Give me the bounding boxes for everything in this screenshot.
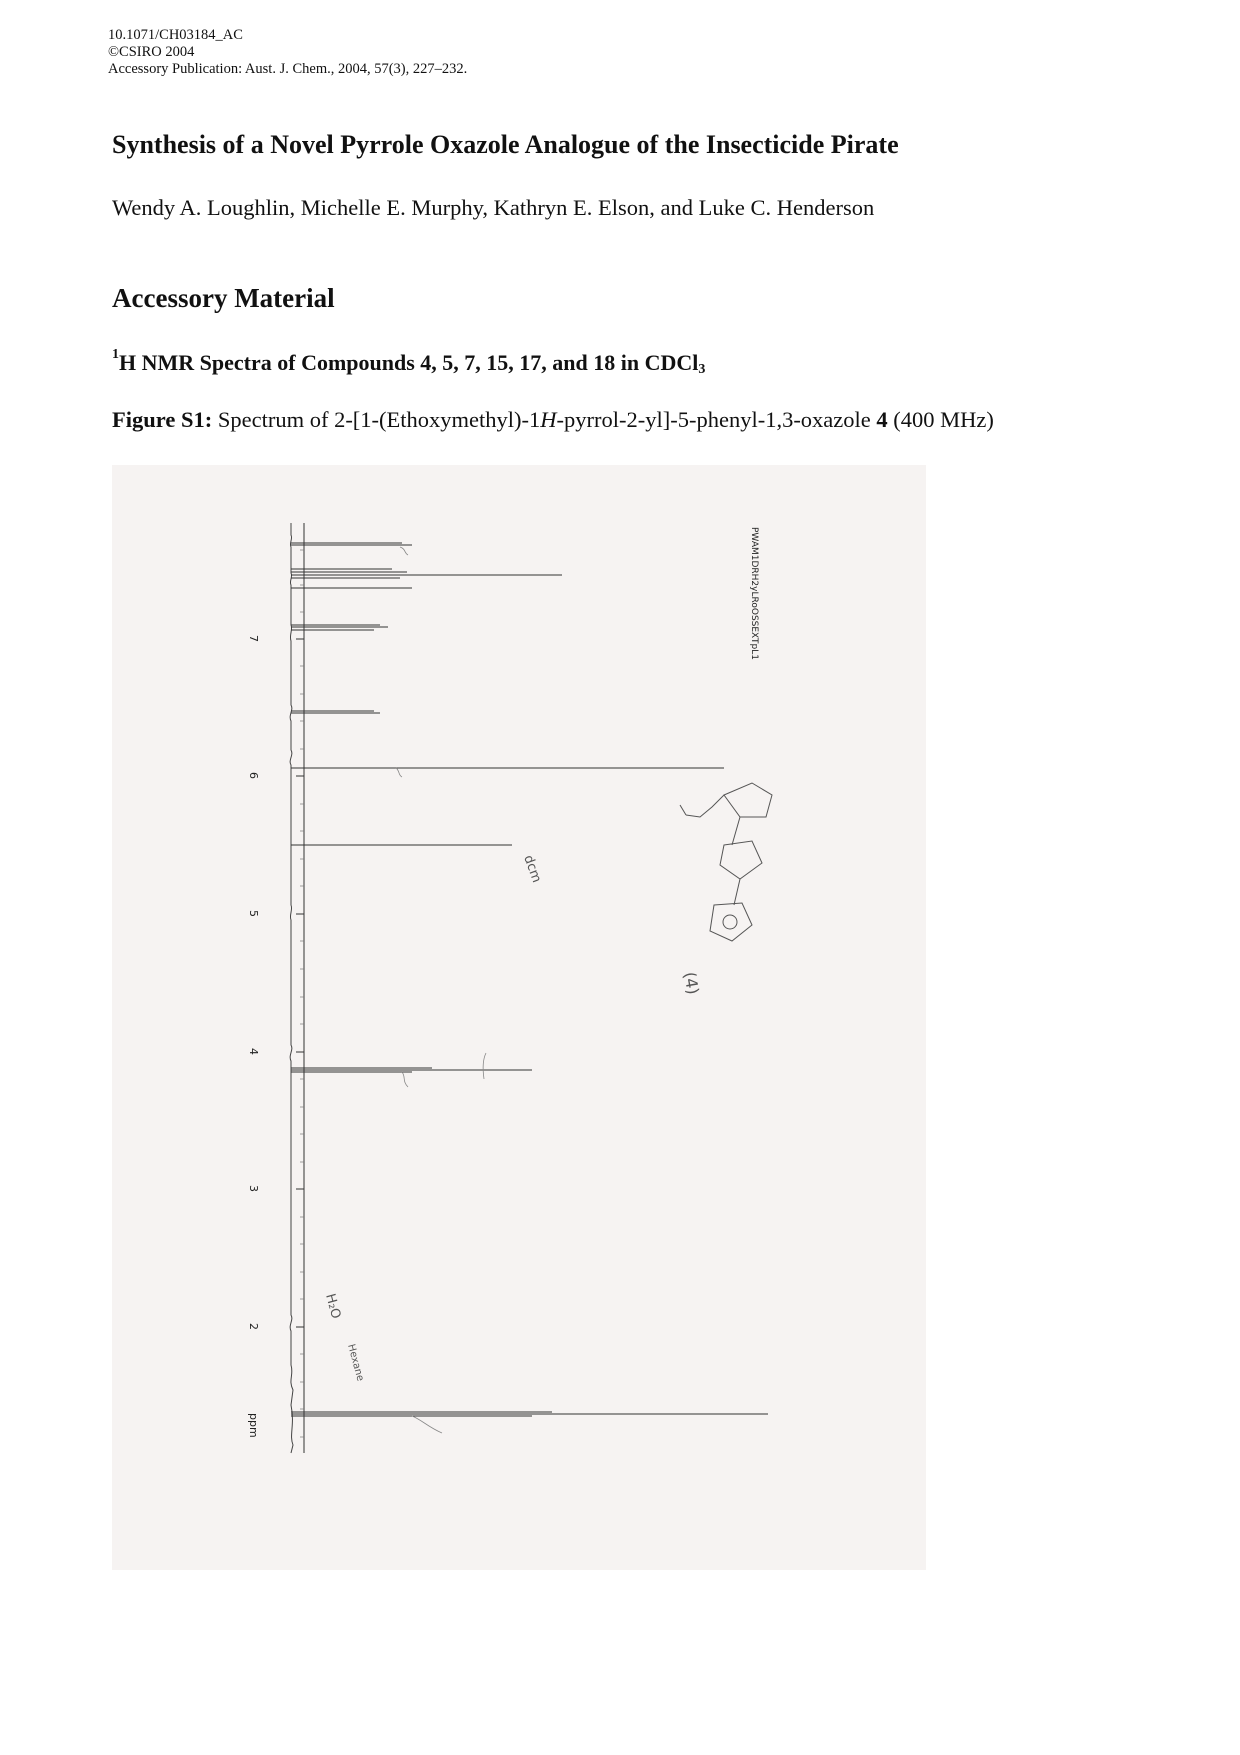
caption-italic: H [540, 407, 557, 432]
tick-label-7: 7 [247, 635, 260, 642]
figure-label: Figure S1: [112, 407, 213, 432]
annotation-compound: (4) [680, 970, 703, 997]
annotation-hexane: Hexane [345, 1342, 366, 1383]
copyright-text: ©CSIRO 2004 [108, 44, 195, 60]
nmr-spectrum-scan [112, 465, 926, 1570]
section-heading: Accessory Material [112, 283, 335, 313]
tick-label-6: 6 [247, 772, 260, 779]
caption-part-a: Spectrum of 2-[1-(Ethoxymethyl)-1 [212, 407, 541, 432]
spectrum-file-label: PWAM1DRH2yLRoOSSEXTpL1 [749, 527, 759, 661]
integration-curves [396, 547, 486, 1433]
caption-part-b: -pyrrol-2-yl]-5-phenyl-1,3-oxazole [556, 407, 877, 432]
subheading-subscript: 3 [698, 362, 706, 377]
tick-label-5: 5 [247, 910, 260, 917]
subheading [112, 347, 706, 377]
tick-label-2: 2 [247, 1323, 260, 1330]
tick-label-4: 4 [247, 1048, 260, 1055]
doi-text: 10.1071/CH03184_AC [108, 27, 243, 43]
axis-unit-label: ppm [247, 1413, 260, 1438]
figure-caption [112, 407, 994, 433]
minor-ticks [300, 550, 304, 1437]
subheading-superscript: 1 [112, 347, 119, 362]
author-list: Wendy A. Loughlin, Michelle E. Murphy, Kathryn E. Elson, and Luke C. Henderson [112, 195, 875, 220]
annotation-dcm: dcm [520, 853, 544, 885]
tick-label-3: 3 [247, 1185, 260, 1192]
caption-part-c: (400 MHz) [887, 407, 994, 432]
nmr-spectrum-svg [112, 465, 926, 1570]
hand-drawn-structure [680, 783, 772, 941]
major-ticks [296, 639, 304, 1327]
header-block [108, 27, 467, 78]
spectrum-baseline [290, 523, 293, 1453]
compound-number: 4 [876, 407, 888, 432]
annotation-water: H₂O [322, 1292, 344, 1321]
publication-text: Accessory Publication: Aust. J. Chem., 2004, 57(3), 227–232. [108, 61, 468, 77]
paper-title: Synthesis of a Novel Pyrrole Oxazole Analogue of the Insecticide Pirate [112, 130, 899, 159]
subheading-text: H NMR Spectra of Compounds 4, 5, 7, 15, 17, and 18 in CDCl [119, 350, 699, 375]
